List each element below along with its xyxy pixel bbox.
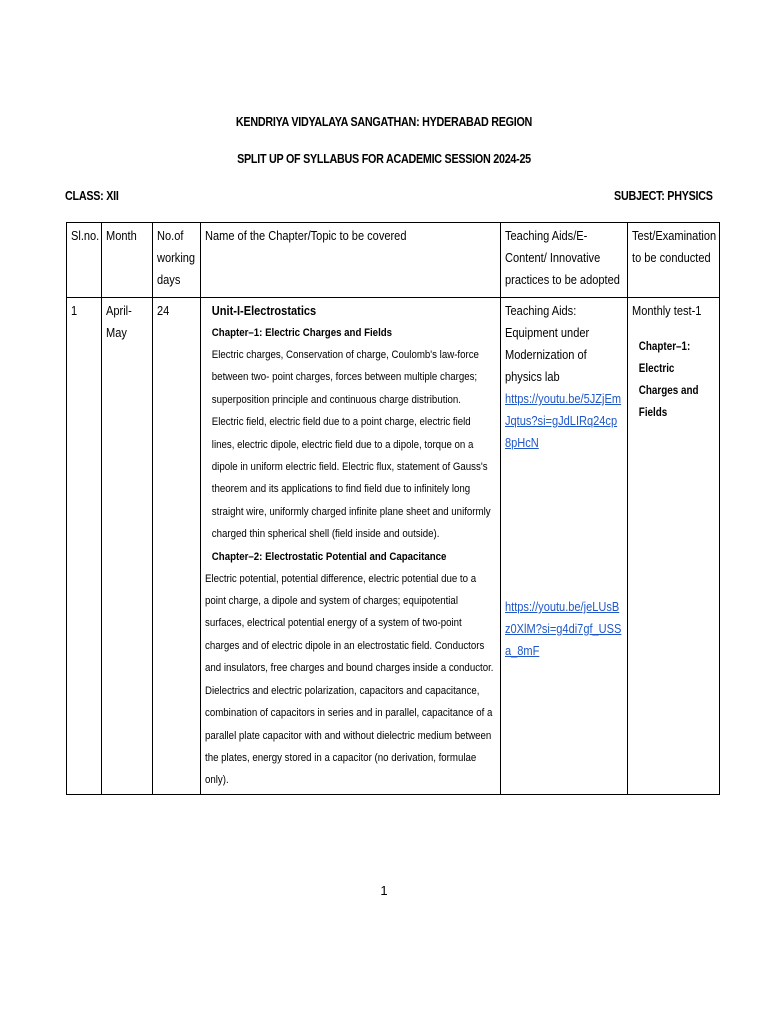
- cell-test: [628, 298, 720, 795]
- chapter1-title: Chapter–1: Electric Charges and Fields: [211, 327, 393, 339]
- cell-month: April-May: [102, 298, 153, 795]
- teaching-aids-text: Teaching Aids: Equipment under Modernization of physics lab: [505, 303, 590, 384]
- document-subtitle: SPLIT UP OF SYLLABUS FOR ACADEMIC SESSION 2024-25: [237, 152, 531, 166]
- header-slno: Sl.no.: [67, 223, 102, 298]
- video-link-2[interactable]: https://youtu.be/jeLUsBz0XlM?si=g4di7gf_USSa_8mF: [505, 599, 622, 658]
- cell-chapter: [201, 298, 501, 795]
- cell-teaching-aids: [501, 298, 628, 795]
- cell-slno: 1: [67, 298, 102, 795]
- test-name: Monthly test-1: [632, 303, 702, 318]
- page-number: 1: [380, 883, 388, 898]
- chapter2-content: Electric potential, potential difference, electric potential due to a point charge, a dipole and system of charges; equipotential surfaces, electrical potential energy of a system of two-point charges and of electric dipole in an electrostatic field. Conductors and insulators, free charges and bound charges inside a conductor. Dielectrics and electric polarization, capacitors and capacitance, combination of capacitors in series and in parallel, capacitance of a parallel plate capacitor with and without dielectric medium between the plates, energy stored in a capacitor (no derivation, formulae only).: [205, 572, 494, 787]
- header-chapter: Name of the Chapter/Topic to be covered: [201, 223, 501, 298]
- chapter2-title: Chapter–2: Electrostatic Potential and Capacitance: [211, 550, 447, 563]
- cell-working-days: 24: [153, 298, 201, 795]
- table-row: [67, 298, 720, 795]
- document-title: KENDRIYA VIDYALAYA SANGATHAN: HYDERABAD REGION: [235, 115, 533, 129]
- class-label: CLASS: XII: [65, 189, 119, 203]
- header-test: Test/Examination to be conducted: [628, 223, 720, 298]
- header-month: Month: [102, 223, 153, 298]
- test-chapter: Chapter–1: Electric Charges and Fields: [638, 340, 699, 419]
- unit-title: Unit-I-Electrostatics: [211, 303, 317, 318]
- header-working-days: No.of working days: [153, 223, 201, 298]
- header-teaching-aids: Teaching Aids/E-Content/ Innovative practices to be adopted: [501, 223, 628, 298]
- syllabus-table: [66, 222, 720, 795]
- video-link-1[interactable]: https://youtu.be/5JZjEmJqtus?si=gJdLIRq24cp8pHcN: [505, 391, 622, 450]
- chapter1-content: Electric charges, Conservation of charge, Coulomb's law-force between two- point charges, forces between multiple charges; superposition principle and continuous charge distribution. Electric field, electric field due to a point charge, electric field lines, electric dipole, electric field due to a dipole, torque on a dipole in uniform electric field. Electric flux, statement of Gauss's theorem and its applications to find field due to infinitely long straight wire, uniformly charged infinite plane sheet and uniformly charged thin spherical shell (field inside and outside).: [211, 349, 491, 541]
- subject-label: SUBJECT: PHYSICS: [614, 189, 713, 203]
- table-header-row: [67, 223, 720, 298]
